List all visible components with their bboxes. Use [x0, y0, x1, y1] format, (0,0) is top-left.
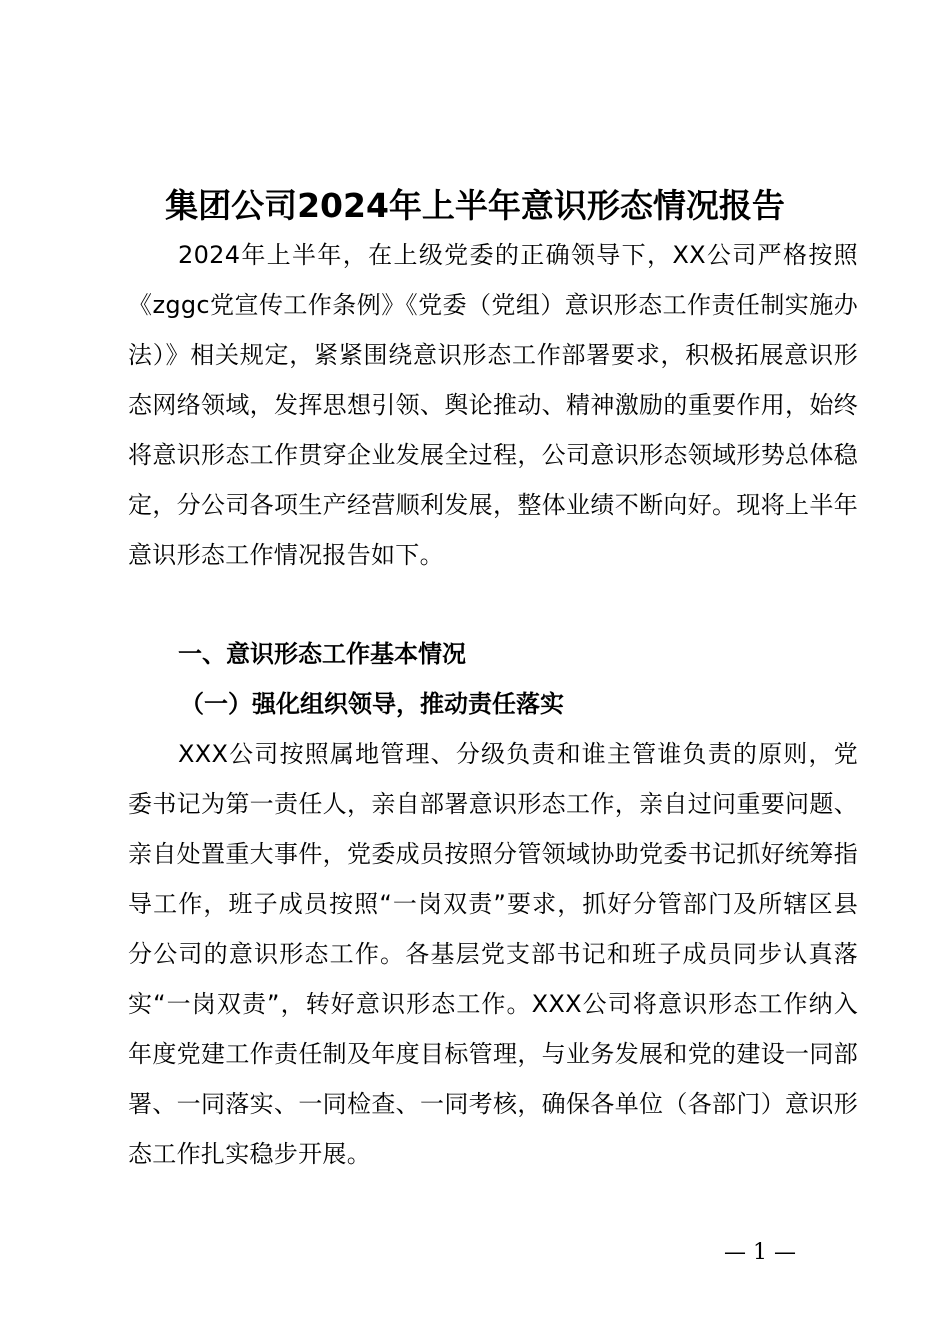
section-heading: 一、意识形态工作基本情况	[178, 640, 466, 668]
subsection-heading: （一）强化组织领导，推动责任落实	[180, 690, 564, 718]
page-number: — 1 —	[724, 1240, 796, 1265]
body-paragraph: XXX公司按照属地管理、分级负责和谁主管谁负责的原则，党委书记为第一责任人，亲自部署意识形态工作，亲自过问重要问题、亲自处置重大事件，党委成员按照分管领域协助党委书记抓好统筹指导工作，班子成员按照“一岗双责”要求，抓好分管部门及所辖区县分公司的意识形态工作。各基层党支部书记和班子成员同步认真落实“一岗双责”，转好意识形态工作。XXX公司将意识形态工作纳入年度党建工作责任制及年度目标管理，与业务发展和党的建设一同部署、一同落实、一同检查、一同考核，确保各单位（各部门）意识形态工作扎实稳步开展。	[128, 740, 858, 1168]
intro-paragraph: 2024年上半年，在上级党委的正确领导下，XX公司严格按照《zggc党宣传工作条例》《党委（党组）意识形态工作责任制实施办法）》相关规定，紧紧围绕意识形态工作部署要求，积极拓展意识形态网络领域，发挥思想引领、舆论推动、精神激励的重要作用，始终将意识形态工作贯穿企业发展全过程，公司意识形态领域形势总体稳定，分公司各项生产经营顺利发展，整体业绩不断向好。现将上半年意识形态工作情况报告如下。	[128, 241, 858, 569]
page-title: 集团公司2024年上半年意识形态情况报告	[165, 186, 785, 225]
